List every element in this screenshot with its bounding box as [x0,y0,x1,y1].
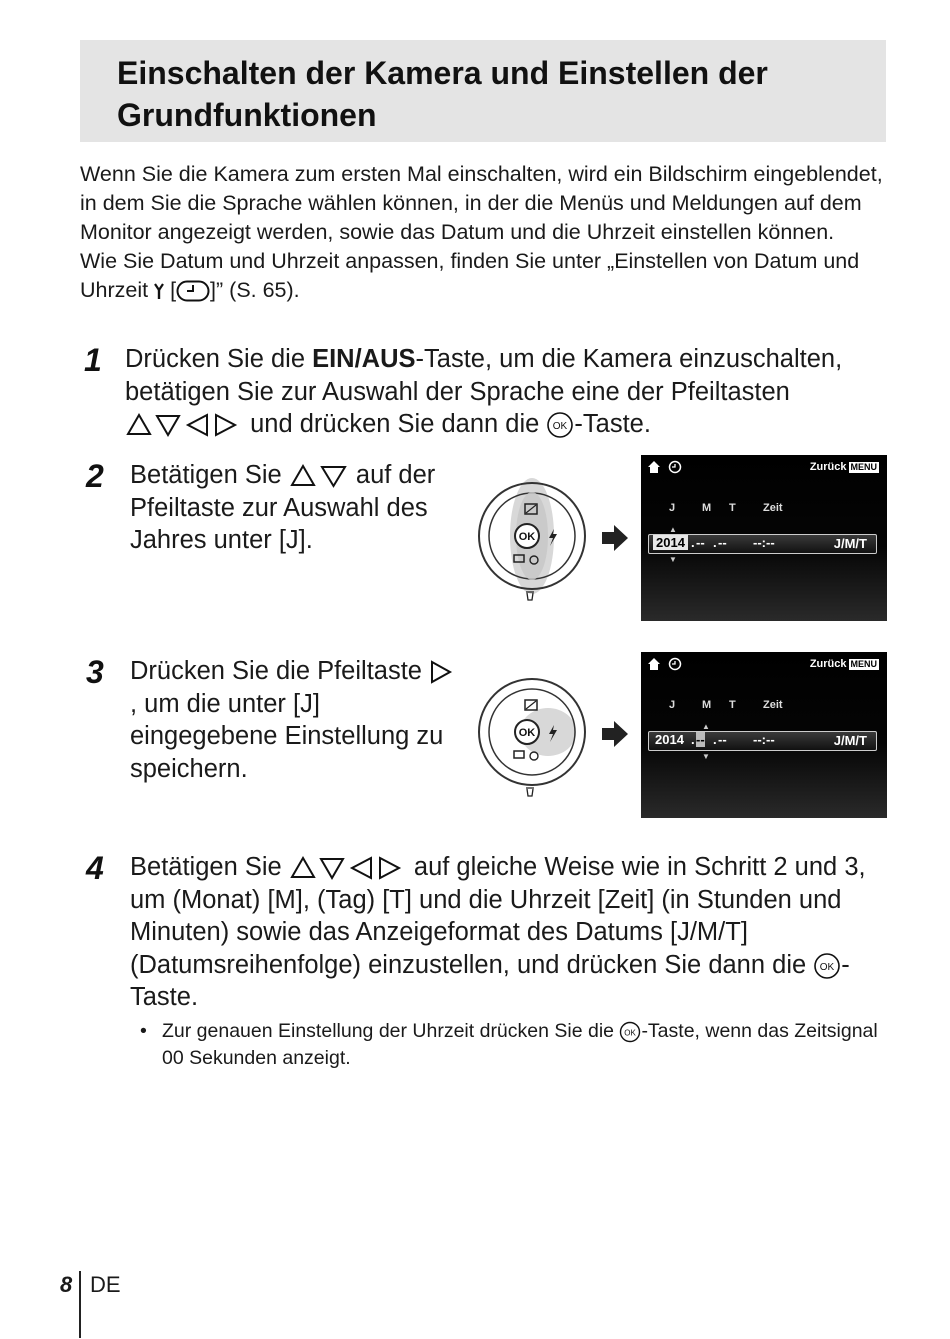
home-icon [647,460,683,474]
format-value: J/M/T [833,536,867,551]
dot-2: . [713,732,717,747]
trash-icon [526,788,534,796]
step-2-text [130,459,475,557]
intro-paragraph-2-start: Wie Sie Datum und Uhrzeit anpassen, finden Sie unter „Einstellen von Datum und Uhrzeit [80,249,860,302]
col-j-label: J [669,699,676,711]
step-4-text-c: -Taste. [130,950,850,1011]
step-1-text-b: -Taste, um die Kamera einzuschalten, betätigen Sie zur Auswahl der Sprache eine der Pfeiltasten [125,345,843,406]
dot-1: . [691,535,695,550]
arrow-keys-icon [289,855,407,881]
svg-text:OK: OK [624,1028,637,1038]
page-title: Einschalten der Kamera und Einstellen der Grundfunktionen [117,55,768,133]
step-3-text-b: , um die unter [J] eingegebene Einstellung zu speichern. [130,689,444,783]
up-down-arrows-icon [289,463,349,489]
right-arrow-icon [602,721,628,747]
ok-center-label: OK [518,727,536,739]
right-arrow-icon [602,525,628,551]
col-t-label: T [729,699,736,711]
dot-1: . [691,732,695,747]
time-value: --:-- [753,732,775,747]
power-button-label: EIN/AUS [312,345,416,373]
step-4-text-a: Betätigen Sie [130,853,282,881]
ok-button-icon [546,411,574,439]
dot-2: . [713,535,717,550]
footer-divider [79,1271,81,1338]
col-m-label: M [702,502,712,514]
step-3-text-a: Drücken Sie die Pfeiltaste [130,657,422,685]
step-4-text [130,851,890,1014]
arrow-keys-icon [125,412,243,438]
note-bullet [140,1018,900,1072]
month-value: -- [696,535,705,550]
col-zeit-label: Zeit [763,502,783,514]
sequence-icon [514,751,524,758]
lcd-screen-2: Zurück MENU J M T Zeit ▲ 2014 . -- . -- --:-- J/M/T ▼ [641,652,887,818]
year-value-selected: 2014 [653,535,688,550]
title-box [80,40,886,142]
ok-center-label: OK [518,531,536,543]
lcd-screen-1: Zurück MENU J M T Zeit ▲ 2014 . -- . -- --:-- J/M/T ▼ [641,455,887,621]
back-text: Zurück [809,461,847,473]
clock-icon [176,280,210,302]
back-label [810,461,879,473]
note-text-b: -Taste, wenn das Zeitsignal 00 Sekunden anzeigt. [162,1020,878,1069]
right-arrow-key-icon [429,659,453,685]
page-number: 8 [60,1272,73,1297]
step-1-text-d: -Taste. [574,410,651,438]
step-2-text-a: Betätigen Sie [130,461,282,489]
step-1-text-a: Drücken Sie die [125,345,313,373]
step-1-text [125,343,895,441]
intro-text [80,160,900,305]
back-text: Zurück [809,658,847,670]
language-code: DE [90,1272,121,1297]
arrow-pad-diagram-vertical [474,474,590,604]
arrow-pad-diagram-right [474,670,604,800]
col-t-label: T [729,502,736,514]
note-text-a: Zur genauen Einstellung der Uhrzeit drücken Sie die [162,1020,615,1042]
intro-paragraph-2: Wie Sie Datum und Uhrzeit anpassen, finden Sie unter „Einstellen von Datum und Uhrzeit [ ]” (S. 65). [80,249,860,302]
day-value: -- [718,732,727,747]
step-1-number: 1 [84,342,102,378]
wrench-icon [154,282,164,300]
menu-tag: MENU [850,659,877,669]
ok-button-icon [619,1021,641,1043]
time-value: --:-- [753,535,775,550]
note-text [162,1018,900,1072]
step-1-text-c: und drücken Sie dann die [250,410,540,438]
step-3-text [130,655,460,785]
col-m-label: M [702,699,712,711]
day-value: -- [718,535,727,550]
format-value: J/M/T [833,733,867,748]
intro-paragraph-2-end: ]” (S. 65). [210,278,300,302]
svg-text:OK: OK [553,421,568,433]
self-timer-icon [530,752,538,760]
intro-paragraph-1: Wenn Sie die Kamera zum ersten Mal einschalten, wird ein Bildschirm eingeblendet, in dem Sie die Sprache wählen können, in der die Menüs und Meldungen auf dem Monitor angezeigt werden, sowie das Datum und die Uhrzeit einstellen können. [80,162,883,244]
step-2-text-b: auf der Pfeiltaste zur Auswahl des Jahres unter [J]. [130,461,436,554]
menu-tag: MENU [850,462,877,472]
month-value-selected: -- [696,732,705,747]
bullet-dot: • [140,1020,147,1042]
col-zeit-label: Zeit [763,699,783,711]
home-icon [647,657,683,671]
step-4-number: 4 [86,850,104,886]
svg-text:OK: OK [820,961,835,973]
year-value: 2014 [655,732,684,747]
back-label [810,658,879,670]
ok-button-icon [813,952,841,980]
step-2-number: 2 [86,458,104,494]
col-j-label: J [669,502,676,514]
step-3-number: 3 [86,654,104,690]
step-4-text-b: auf gleiche Weise wie in Schritt 2 und 3, um (Monat) [M], (Tag) [T] und die Uhrzeit [Zeit] (in Stunden und Minuten) sowie das Anzeigeformat des Datums [J/M/T] (Datumsreihenfolge) einzustellen, und drücken Sie dann die [130,853,866,979]
